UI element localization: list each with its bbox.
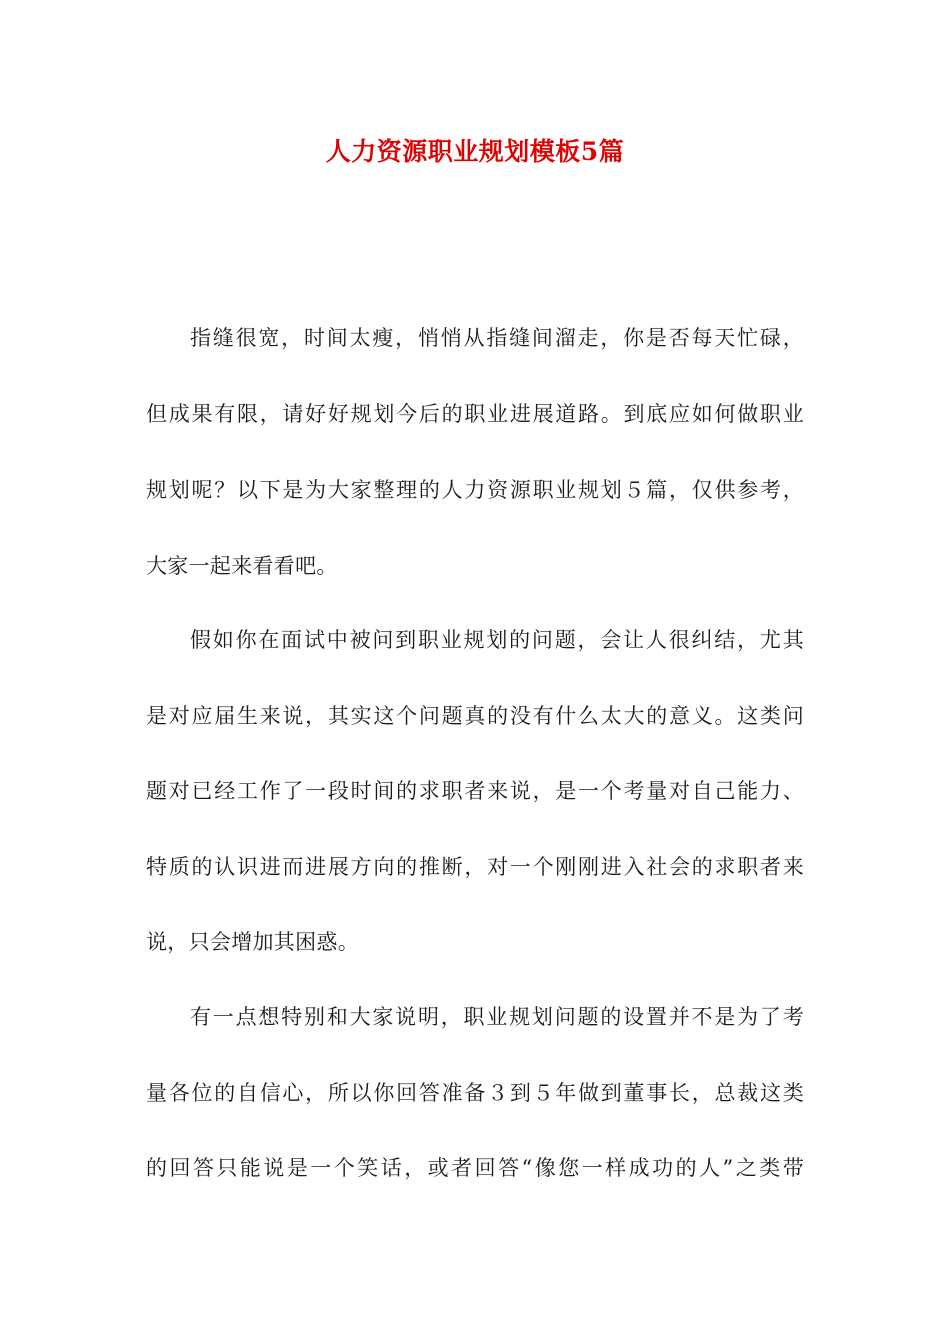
paragraph-1-line-4: 大家一起来看看吧。 [146, 554, 338, 578]
paragraph-1-line-2: 但成果有限，请好好规划今后的职业进展道路。到底应如何做职业 [146, 402, 804, 426]
paragraph-2-line-1: 假如你在面试中被问到职业规划的问题，会让人很纠结，尤其 [190, 628, 804, 652]
paragraph-2-line-5: 说，只会增加其困惑。 [146, 930, 359, 954]
paragraph-1-line-1: 指缝很宽，时间太瘦，悄悄从指缝间溜走，你是否每天忙碌， [190, 326, 804, 350]
paragraph-2-line-2: 是对应届生来说，其实这个问题真的没有什么太大的意义。这类问 [146, 704, 804, 728]
paragraph-3-line-3: 的回答只能说是一个笑话，或者回答“像您一样成功的人”之类带 [146, 1156, 804, 1180]
paragraph-3-line-2: 量各位的自信心，所以你回答准备３到５年做到董事长，总裁这类 [146, 1081, 804, 1105]
paragraph-1-line-3: 规划呢？以下是为大家整理的人力资源职业规划５篇，仅供参考， [146, 478, 804, 502]
paragraph-2-line-3: 题对已经工作了一段时间的求职者来说，是一个考量对自己能力、 [146, 779, 804, 803]
document-title: 人力资源职业规划模板5篇 [325, 137, 625, 166]
paragraph-3-line-1: 有一点想特别和大家说明，职业规划问题的设置并不是为了考 [190, 1005, 804, 1029]
paragraph-2-line-4: 特质的认识进而进展方向的推断，对一个刚刚进入社会的求职者来 [146, 855, 804, 879]
